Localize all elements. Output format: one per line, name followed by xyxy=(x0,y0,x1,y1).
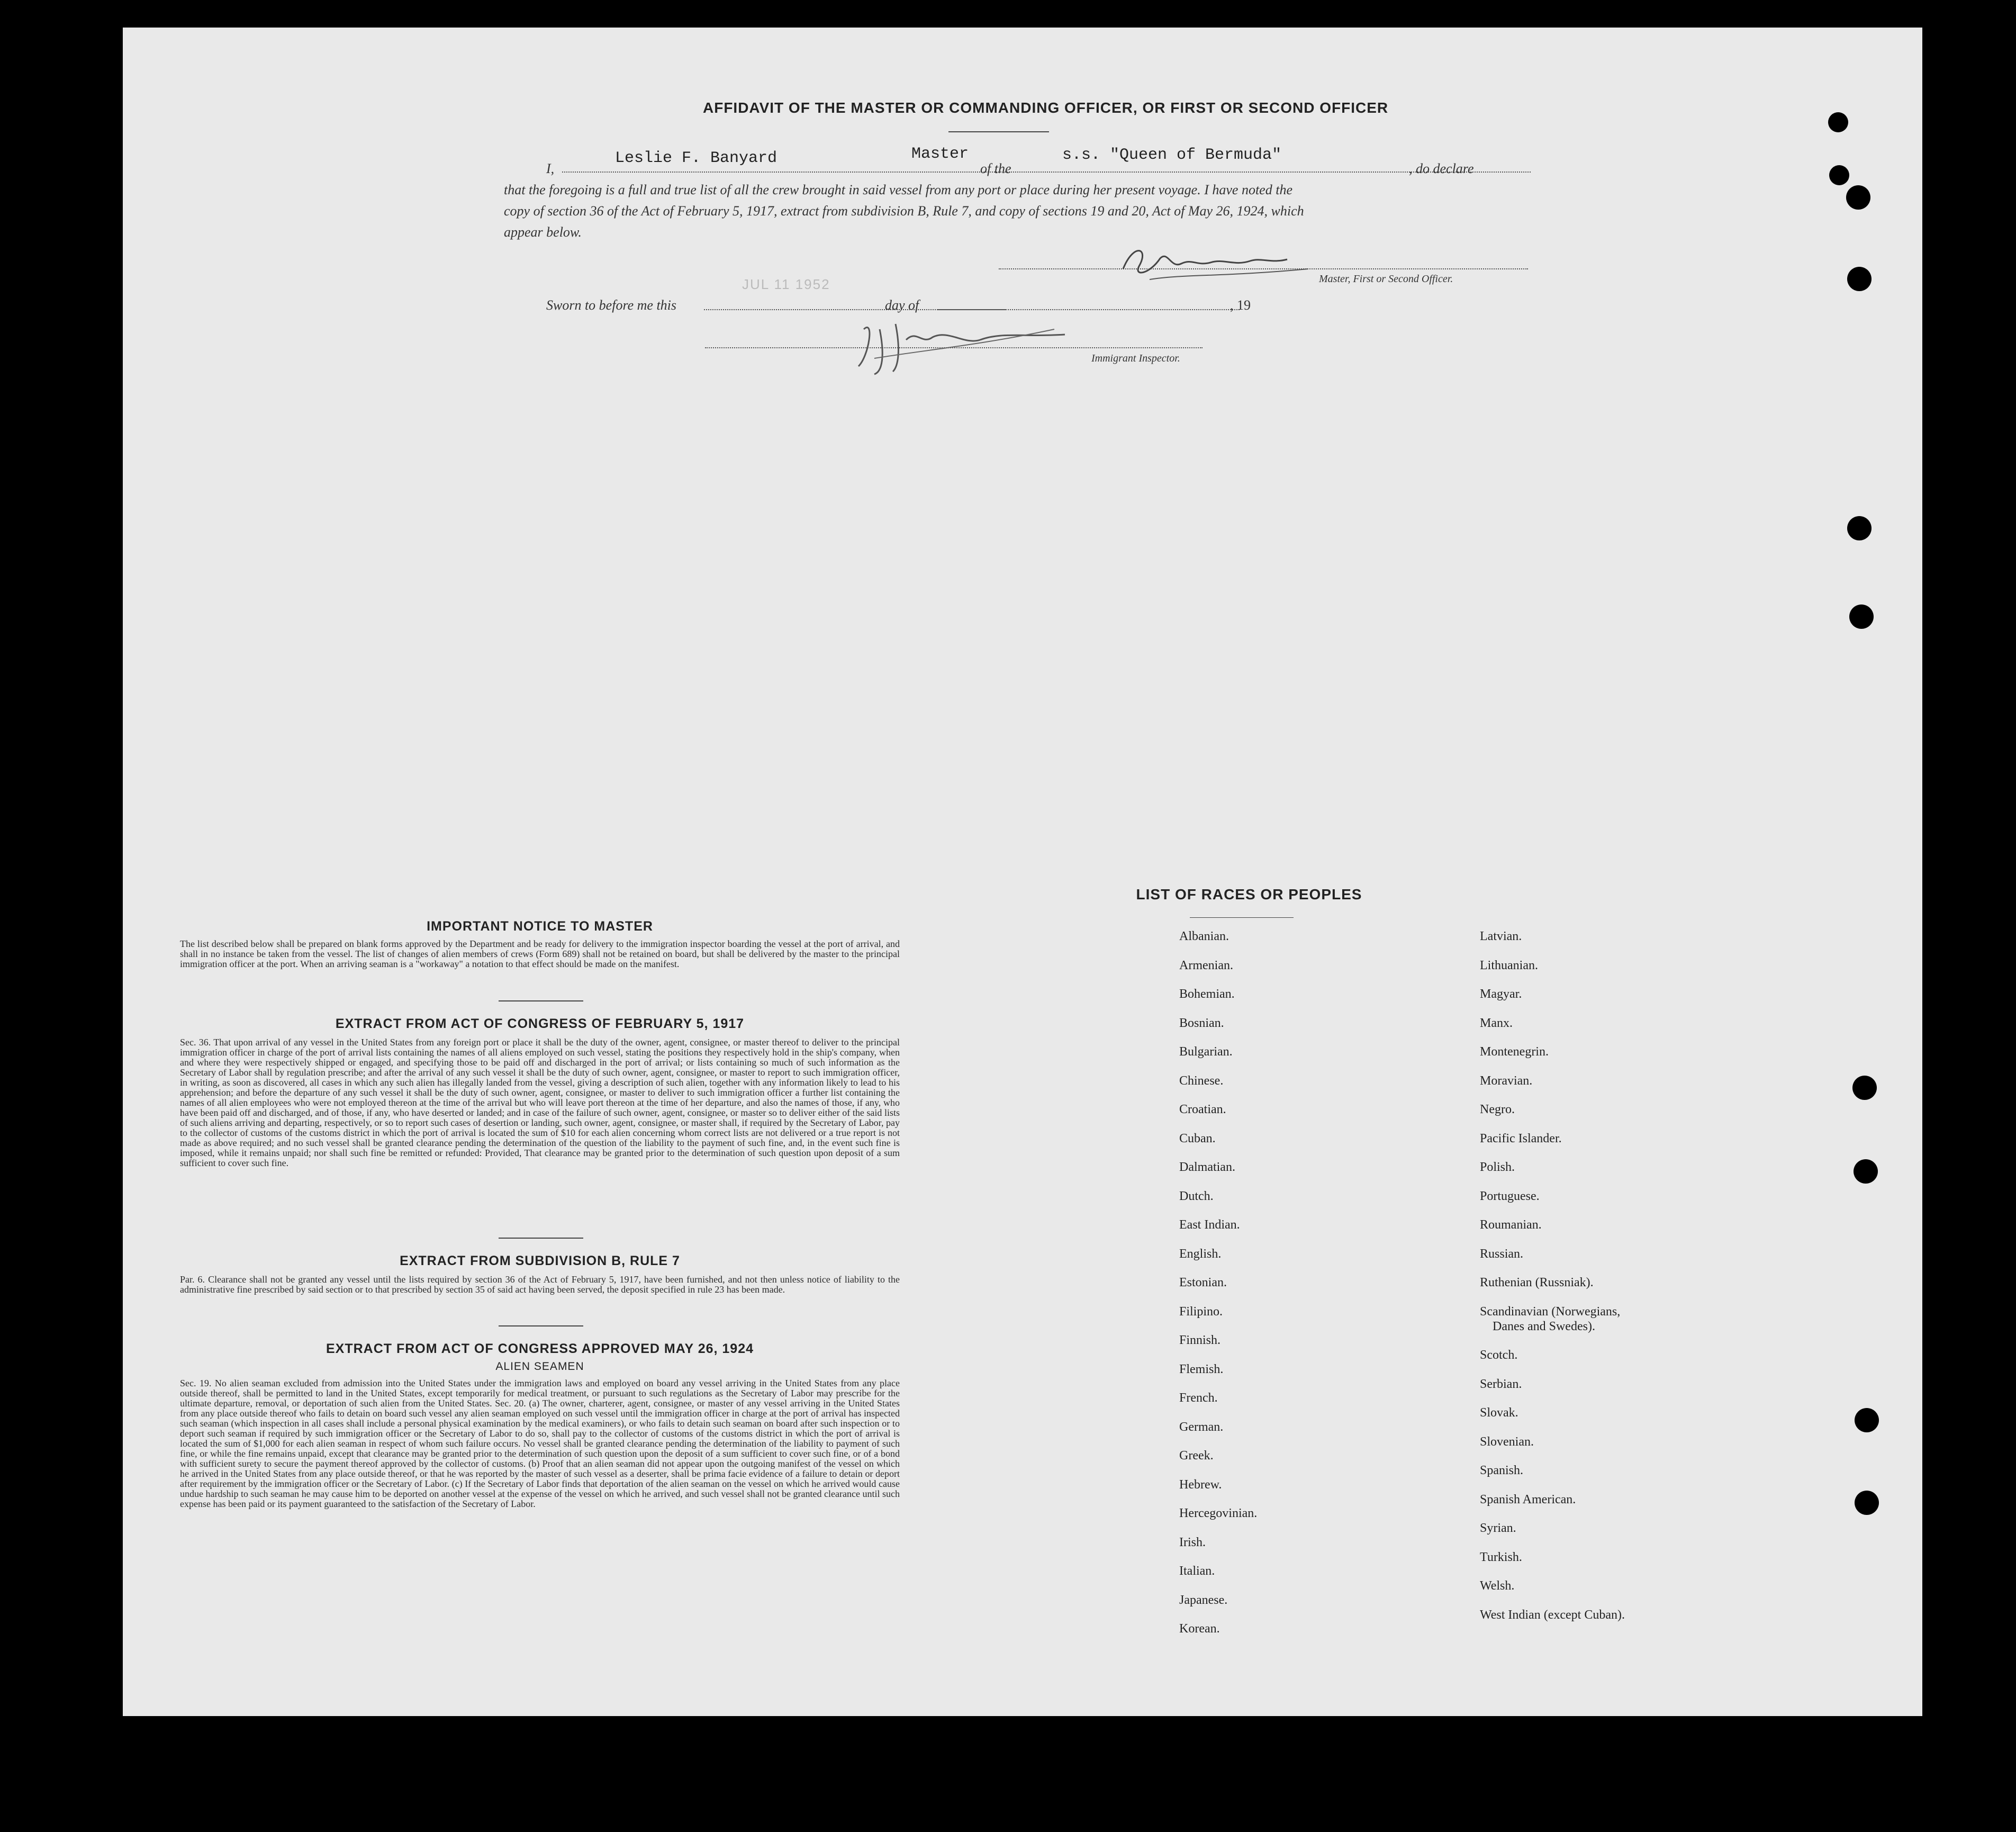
race-item: East Indian. xyxy=(1179,1218,1240,1232)
race-item: Albanian. xyxy=(1179,929,1229,943)
punch-hole xyxy=(1847,516,1872,540)
punch-hole xyxy=(1855,1408,1879,1432)
punch-hole xyxy=(1852,1076,1877,1100)
race-item: Spanish. xyxy=(1480,1464,1524,1477)
affidavit-fill-line xyxy=(562,172,1531,173)
race-item: Filipino. xyxy=(1179,1304,1223,1319)
extract-1924-title: EXTRACT FROM ACT OF CONGRESS APPROVED MAY 26, 1924 xyxy=(326,1341,754,1356)
race-item: Chinese. xyxy=(1179,1073,1224,1088)
race-item: Japanese. xyxy=(1179,1593,1228,1607)
extract-rule7-text: Par. 6. Clearance shall not be granted any vessel until the lists required by section 36 of the Act of February 5, 1917, have been furnished, and not then unless notice of liability to the administrative fine prescribed by said section or to that prescribed by section 35 of said act having been served, the deposit specified in rule 23 has been made. xyxy=(180,1274,900,1295)
race-item: Dutch. xyxy=(1179,1189,1214,1203)
race-item: Finnish. xyxy=(1179,1333,1221,1347)
race-item: Moravian. xyxy=(1480,1073,1533,1088)
extract-rule7-title: EXTRACT FROM SUBDIVISION B, RULE 7 xyxy=(400,1253,680,1268)
races-title: LIST OF RACES OR PEOPLES xyxy=(1136,886,1362,903)
race-item: Croatian. xyxy=(1179,1103,1226,1116)
race-item: German. xyxy=(1179,1420,1224,1434)
master-name: Leslie F. Banyard xyxy=(615,149,778,167)
affidavit-body-line-1: that the foregoing is a full and true list of all the crew brought in said vessel from any port or place during her present voyage. I have noted the xyxy=(504,182,1292,197)
affidavit-i-label: I, xyxy=(546,161,555,176)
extract-1917-divider xyxy=(499,1238,583,1239)
race-item: Latvian. xyxy=(1480,929,1522,943)
sworn-label: Sworn to before me this xyxy=(546,297,677,313)
race-item: West Indian (except Cuban). xyxy=(1480,1608,1625,1622)
extract-1924-subtitle: ALIEN SEAMEN xyxy=(495,1360,584,1373)
master-rank: Master xyxy=(911,145,969,163)
notice-title: IMPORTANT NOTICE TO MASTER xyxy=(427,919,653,934)
race-item: Spanish American. xyxy=(1480,1492,1576,1506)
inspector-signature xyxy=(843,308,1075,377)
race-item: Hebrew. xyxy=(1179,1477,1222,1492)
punch-hole xyxy=(1849,604,1874,629)
extract-rule7-divider xyxy=(499,1325,583,1326)
race-item: Italian. xyxy=(1179,1564,1215,1578)
race-item: Montenegrin. xyxy=(1480,1045,1549,1059)
race-item: Hercegovinian. xyxy=(1179,1506,1258,1520)
race-item: Irish. xyxy=(1179,1535,1206,1549)
notice-divider xyxy=(499,1000,583,1001)
affidavit-title: AFFIDAVIT OF THE MASTER OR COMMANDING OFFICER, OR FIRST OR SECOND OFFICER xyxy=(703,100,1389,116)
race-item: Welsh. xyxy=(1480,1579,1515,1593)
extract-1917-text: Sec. 36. That upon arrival of any vessel in the United States from any foreign port or place it shall be the duty of the owner, agent, consignee, or master thereof to deliver to the principal immigration officer in charge of the port of arrival lists containing the names of all aliens employed on such vessel, stating the positions they respectively hold in the ship's company, when and where they were respectively shipped or engaged, and specifying those to be paid off and discharged in the port of arrival; or lists containing so much of such information as the Secretary of Labor shall by regulation prescribe; and after the arrival of any such vessel it shall be the duty of such owner, agent, consignee, or master to report to such immigration officer, in writing, as soon as discovered, all cases in which any such alien has illegally landed from the vessel, giving a description of such alien, together with any information likely to lead to his apprehension; and before the departure of any such vessel it shall be the duty of such owner, agent, consignee, or master to deliver to such immigration officer a further list containing the names of all alien employees who were not employed thereon at the time of the arrival but who will leave port thereon at the time of her departure, and also the names of those, if any, who have been paid off and discharged, and of those, if any, who have deserted or landed; and in case of the failure of such owner, agent, consignee, or master so to deliver either of the said lists of such aliens arriving and departing, respectively, or so to report such cases of desertion or landing, such owner, agent, consignee, or master shall, if required by the Secretary of Labor, pay to the collector of customs of the customs district in which the port of arrival is located the sum of $10 for each alien concerning whom correct lists are not delivered or a true report is not made as above required; and no such vessel shall be granted clearance pending the determination of the question of the liability to the payment of such fine, and, in the event such fine is imposed, while it remains unpaid; nor shall such fine be remitted or refunded: Provided, That clearance may be granted prior to the determination of such question upon deposit of a sum sufficient to cover such fine. xyxy=(180,1037,900,1168)
race-item: Flemish. xyxy=(1179,1362,1224,1376)
race-item: Bosnian. xyxy=(1179,1016,1224,1030)
punch-hole xyxy=(1854,1159,1878,1184)
race-item: Serbian. xyxy=(1480,1377,1522,1391)
do-declare-label: , do declare xyxy=(1409,161,1474,176)
race-item: Slovak. xyxy=(1480,1406,1518,1420)
race-item: Portuguese. xyxy=(1480,1189,1540,1203)
master-caption: Master, First or Second Officer. xyxy=(1319,273,1453,285)
race-item: Negro. xyxy=(1480,1103,1515,1116)
date-stamp: JUL 11 1952 xyxy=(742,276,830,292)
vessel-name: s.s. "Queen of Bermuda" xyxy=(1062,146,1282,164)
race-item: Bulgarian. xyxy=(1179,1045,1233,1059)
race-item: Turkish. xyxy=(1480,1550,1522,1564)
affidavit-body-line-2: copy of section 36 of the Act of February 5, 1917, extract from subdivision B, Rule 7, and copy of sections 19 and 20, Act of May 26, 1924, which xyxy=(504,203,1304,219)
race-item: Korean. xyxy=(1179,1622,1220,1636)
race-item: Greek. xyxy=(1179,1449,1214,1463)
of-the-label: of the xyxy=(980,161,1011,176)
punch-hole xyxy=(1829,165,1849,185)
document-page xyxy=(123,28,1922,1716)
punch-hole xyxy=(1828,112,1848,132)
race-item: Scandinavian (Norwegians, xyxy=(1480,1304,1621,1319)
master-signature xyxy=(1118,237,1319,285)
punch-hole xyxy=(1846,185,1870,210)
race-item: Manx. xyxy=(1480,1016,1513,1030)
extract-1917-title: EXTRACT FROM ACT OF CONGRESS OF FEBRUARY 5, 1917 xyxy=(335,1016,745,1031)
punch-hole xyxy=(1855,1491,1879,1515)
race-item: English. xyxy=(1179,1247,1222,1261)
race-item: Bohemian. xyxy=(1179,987,1235,1001)
race-item: Lithuanian. xyxy=(1480,958,1538,972)
race-item: Pacific Islander. xyxy=(1480,1131,1562,1145)
extract-1924-text: Sec. 19. No alien seaman excluded from admission into the United States under the immigration laws and employed on board any vessel arriving in the United States from any place outside thereof, shall be permitted to land in the United States, except temporarily for medical treatment, or pursuant to such regulations as the Secretary of Labor may prescribe for the ultimate departure, removal, or deportation of such alien from the United States. Sec. 20. (a) The owner, charterer, agent, consignee, or master of any vessel arriving in the United States from any place outside thereof who fails to detain on board such vessel any alien seaman employed on such vessel until the immigration officer in charge at the port of arrival has inspected such seaman (which inspection in all cases shall include a personal physical examination by the medical examiners), or who fails to detain such seaman on board after such inspection or to deport such seaman if required by such immigration officer or the Secretary of Labor to do so, shall pay to the collector of customs of the customs district in which the port of arrival is located the sum of $1,000 for each alien seaman in respect of whom such failure occurs. No vessel shall be granted clearance pending the determination of the liability to payment of such fine, or while the fine remains unpaid, except that clearance may be granted prior to the determination of such question upon the deposit of a sum sufficient to cover such fine, or of a bond with sufficient surety to secure the payment thereof approved by the collector of customs. (b) Proof that an alien seaman did not appear upon the outgoing manifest of the vessel on which he arrived in the United States from any place outside thereof, or that he was reported by the master of such vessel as a deserter, shall be prima facie evidence of a failure to detain or deport after requirement by the immigration officer or the Secretary of Labor. (c) If the Secretary of Labor finds that deportation of the alien seaman on the vessel on which he arrived would cause undue hardship to such seaman he may cause him to be deported on another vessel at the expense of the vessel on which he arrived, and such vessel shall not be granted clearance until such expense has been paid or its payment guaranteed to the satisfaction of the Secretary of Labor. xyxy=(180,1378,900,1509)
race-item: Polish. xyxy=(1480,1160,1515,1174)
race-item: Slovenian. xyxy=(1480,1434,1534,1449)
race-item: Russian. xyxy=(1480,1247,1524,1261)
race-item: Ruthenian (Russniak). xyxy=(1480,1276,1594,1289)
notice-text: The list described below shall be prepared on blank forms approved by the Department and be ready for delivery to the immigration inspector boarding the vessel at the port of arrival, and shall in no instance be taken from the vessel. The list of changes of alien members of crews (Form 689) shall not be retained on board, but shall be delivered by the master to the principal immigration officer at the port. When an arriving seaman is a "workaway" a notation to that effect should be made on the manifest. xyxy=(180,938,900,969)
race-item: Cuban. xyxy=(1179,1131,1216,1145)
race-item: Danes and Swedes). xyxy=(1493,1319,1595,1333)
races-divider xyxy=(1190,917,1294,918)
day-of-label: day of xyxy=(885,297,919,313)
race-item: Estonian. xyxy=(1179,1276,1227,1289)
race-item: Magyar. xyxy=(1480,987,1522,1001)
race-item: Dalmatian. xyxy=(1179,1160,1235,1174)
affidavit-body-line-3: appear below. xyxy=(504,224,582,240)
inspector-caption: Immigrant Inspector. xyxy=(1091,353,1180,364)
race-item: Roumanian. xyxy=(1480,1218,1542,1232)
race-item: Armenian. xyxy=(1179,958,1233,972)
year-prefix: , 19 xyxy=(1230,297,1251,313)
title-divider xyxy=(948,131,1049,132)
punch-hole xyxy=(1847,267,1872,291)
race-item: French. xyxy=(1179,1391,1218,1405)
race-item: Syrian. xyxy=(1480,1521,1516,1535)
race-item: Scotch. xyxy=(1480,1348,1518,1362)
